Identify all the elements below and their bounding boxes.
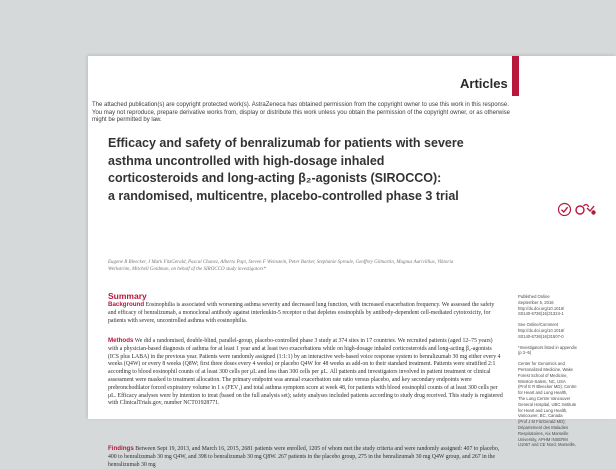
online-comment bbox=[518, 322, 614, 339]
sidebar-line: Winston-Salem, NC, USA bbox=[518, 378, 566, 384]
author-list: Eugene R Bleecker, J Mark FitzGerald, Pascal Chanez, Alberto Papi, Steven F Weinstein, Peter Barker, Stephanie Sproule, Geoffrey Gilmartin, Magnus Aurivillius, Viktoria Werkström, Mitchell Goldman, on behalf of the SIROCCO study investigators* bbox=[108, 260, 454, 272]
title-line: asthma uncontrolled with high-dosage inhaled bbox=[108, 153, 385, 168]
article-badges bbox=[558, 203, 597, 216]
methods-text: We did a randomised, double-blind, parallel-group, placebo-controlled phase 3 study at 374 sites in 17 countries. We recruited patients (aged 12–75 years) with a physician-based diagnosis of asthma for at least 1 year and at least two exacerbations while on high-dosage inhaled corticosteroids and long-acting β₂-agonists (ICS plus LABA) in the previous year. Patients were randomly assigned (1:1:1) by an interactive web-based voice response system to benralizumab 30 mg either every 4 weeks (Q4W) or every 8 weeks (Q8W; first three doses every 4 weeks) or placebo Q4W for 48 weeks as add-on to their standard treatment. Patients were stratified 2:1 according to blood eosinophil counts of at least 300 cells per μL and less than 300 cells per μL. All patients and investigators involved in patient treatment or clinical assessment were masked to treatment allocation. The primary endpoint was annual exacerbation rate ratio versus placebo, and key secondary endpoints were prebronchodilator forced expiratory volume in 1 s (FEV₁) and total asthma symptom score at week 48, for patients with blood eosinophil counts of at least 300 cells per μL. Efficacy analyses were by intention to treat (based on the full analysis set); safety analyses included patients according to study drug received. This study is registered with ClinicalTrials.gov, number NCT01928771. bbox=[108, 338, 503, 407]
background-label: Background bbox=[108, 301, 145, 308]
investigators-note bbox=[518, 345, 614, 357]
sidebar-line: General Hospital, UBC Institute bbox=[518, 401, 577, 407]
sidebar-line: U1067 and CE Nord, Marseille, bbox=[518, 442, 576, 448]
sidebar-line: for Heart and Lung Health, bbox=[518, 407, 568, 413]
title-line: corticosteroids and long-acting β₂-agonists (SIROCCO): bbox=[108, 171, 442, 185]
title-line: a randomised, multicentre, placebo-controlled phase 3 trial bbox=[108, 188, 459, 203]
methods-paragraph bbox=[108, 337, 504, 408]
open-access-icon[interactable] bbox=[575, 203, 597, 216]
sidebar-line: Département des Maladies bbox=[518, 424, 569, 430]
title-line: Efficacy and safety of benralizumab for patients with severe bbox=[108, 136, 464, 150]
sidebar-line: Published Online bbox=[518, 294, 550, 299]
summary-heading: Summary bbox=[108, 291, 147, 301]
findings-label: Findings bbox=[108, 445, 134, 452]
crossmark-icon[interactable] bbox=[558, 203, 571, 216]
sidebar-line: *Investigators listed in appendix bbox=[518, 344, 577, 350]
background-paragraph bbox=[108, 301, 504, 325]
section-label: Articles bbox=[460, 76, 508, 91]
methods-label: Methods bbox=[108, 337, 134, 344]
background-text: Eosinophilia is associated with worsening asthma severity and decreased lung function, with increased exacerbation frequency. We assessed the safety and efficacy of benralizumab, a monoclonal antibody against interleukin-5 receptor α that depletes eosinophils by antibody-dependent cell-mediated cytotoxicity, for patients with severe, uncontrolled asthma with eosinophilia. bbox=[108, 302, 495, 324]
sidebar-line: The Lung Centre Vancouver bbox=[518, 395, 571, 401]
copyright-notice: The attached publication(s) are copyright protected work(s). AstraZeneca has obtained permission from the copyright owner to use this work in this response. You may not reproduce, prepare derivative works from, display or distribute this work unless you obtain the permission of the copyright owner, or as otherwise might be permitted by law. bbox=[92, 102, 510, 124]
affiliations bbox=[518, 361, 614, 448]
summary-block bbox=[108, 292, 504, 325]
sidebar-line: September 5, 2016 bbox=[518, 299, 554, 305]
sidebar-line: Forest School of Medicine, bbox=[518, 372, 568, 378]
sidebar-line: Respiratoires, Aix Marseille bbox=[518, 430, 569, 436]
sidebar-line: See Online/Comment bbox=[518, 322, 559, 328]
sidebar-link[interactable]: http://dx.doi.org/10.1016/ bbox=[518, 305, 565, 311]
section-color-tab bbox=[512, 56, 519, 96]
sidebar-line: (Prof J M FitzGerald MD); bbox=[518, 419, 566, 425]
sidebar-line: S0140-6736(16)31507-0 bbox=[518, 333, 564, 339]
sidebar-line: University, APHM INSERM bbox=[518, 436, 568, 442]
sidebar-line: Personalized Medicine, Wake bbox=[518, 366, 574, 372]
sidebar-line: S0140-6736(16)31324-1 bbox=[518, 311, 564, 317]
sidebar-line: Center for Genomics and bbox=[518, 361, 565, 367]
published-online bbox=[518, 294, 614, 317]
sidebar-line: (p 2–5) bbox=[518, 350, 532, 356]
article-title bbox=[108, 135, 498, 205]
sidebar-line: Vancouver, BC, Canada bbox=[518, 413, 563, 419]
article-page bbox=[88, 56, 616, 468]
sidebar-line: (Prof E R Bleecker MD); Centre bbox=[518, 384, 577, 390]
sidebar-line: for Heart and Lung Health, bbox=[518, 390, 568, 396]
sidebar-notes bbox=[518, 294, 614, 448]
findings-paragraph bbox=[108, 445, 504, 469]
findings-text: Between Sept 19, 2013, and March 16, 2015, 2681 patients were enrolled, 1205 of whom met the study criteria and were randomly assigned: 407 to placebo, 400 to benralizumab 30 mg Q4W, and 398 to benralizumab 30 mg Q8W. 267 patients in the placebo group, 275 in the benralizumab 30 mg Q4W group, and 267 in the benralizumab 30 mg bbox=[108, 446, 500, 468]
sidebar-link[interactable]: http://dx.doi.org/10.1016/ bbox=[518, 327, 565, 333]
